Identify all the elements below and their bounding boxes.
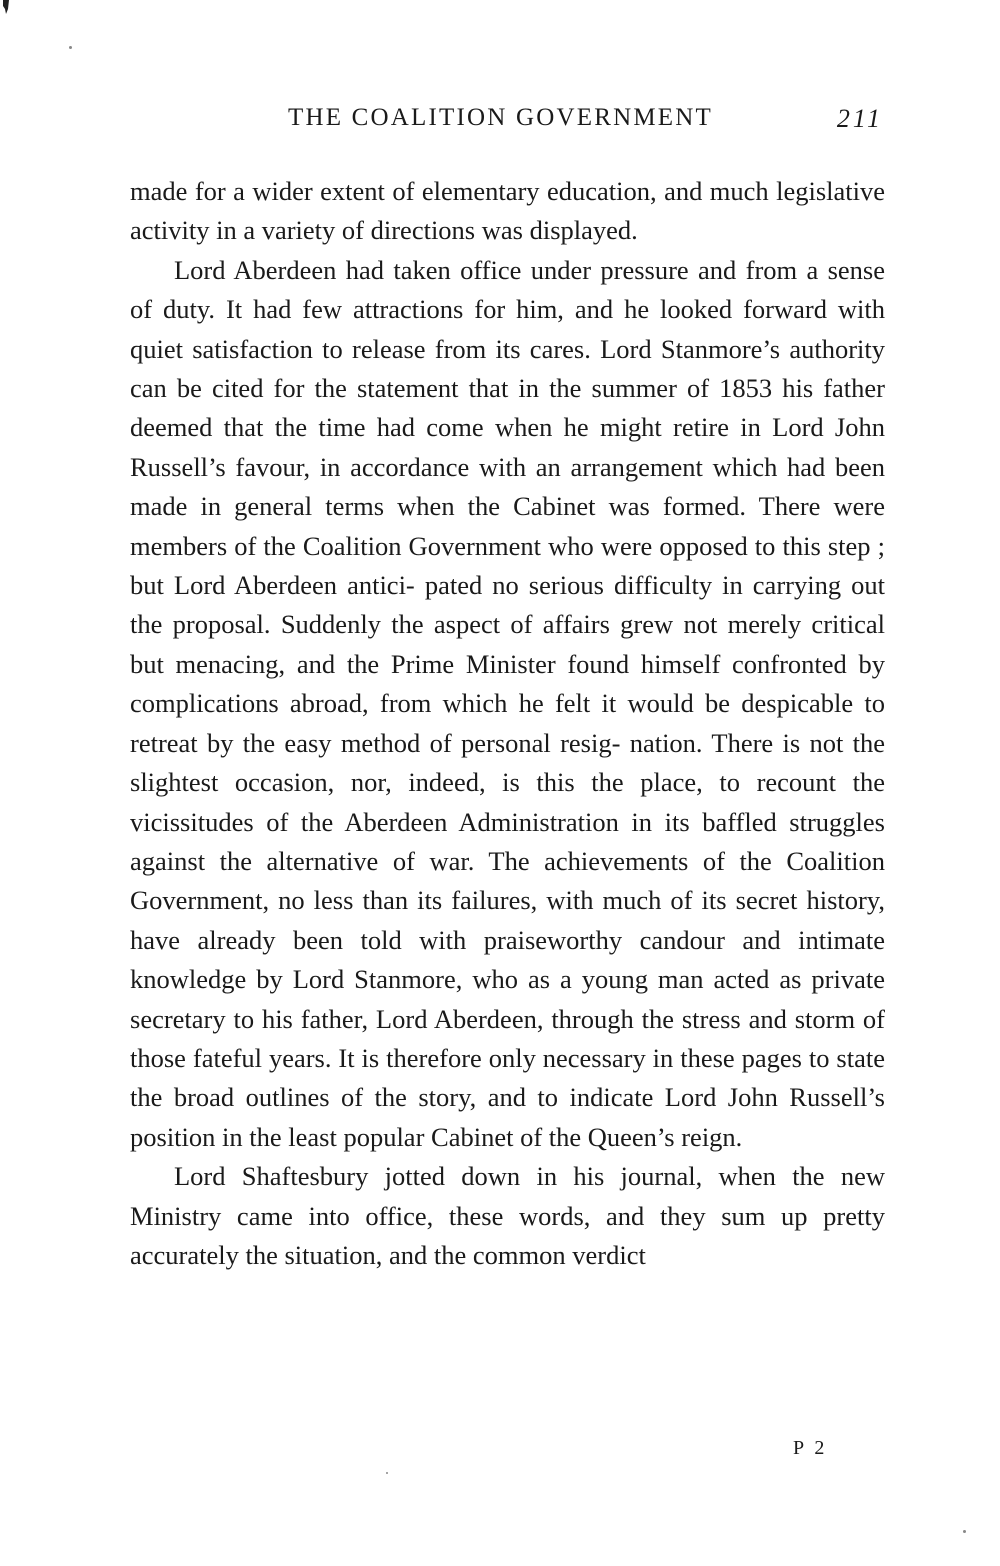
paragraph-continuation: made for a wider extent of elementary education, and much legislative activity in a variety of directions was displayed. bbox=[130, 176, 885, 246]
running-title: THE COALITION GOVERNMENT bbox=[288, 104, 713, 131]
page-number: 211 bbox=[836, 104, 883, 133]
scan-speck bbox=[69, 46, 72, 49]
body-text bbox=[130, 172, 885, 1275]
paragraph-shaftesbury: Lord Shaftesbury jotted down in his journal, when the new Ministry came into office, these words, and they sum up pretty accurately the situation, and the common verdict bbox=[130, 1161, 885, 1270]
scan-speck bbox=[963, 1530, 966, 1533]
signature-mark: P 2 bbox=[793, 1437, 828, 1459]
scan-corner-mark bbox=[2, 0, 10, 22]
scan-speck bbox=[386, 1472, 388, 1474]
paragraph-aberdeen: Lord Aberdeen had taken office under pressure and from a sense of duty. It had few attractions for him, and he looked forward with quiet satisfaction to release from its cares. Lord Stanmore’s authority can be cited for the statement that in the summer of 1853 his father deemed that the time had come when he might retire in Lord John Russell’s favour, in accordance with an arrangement which had been made in general terms when the Cabinet was formed. There were members of the Coalition Government who were opposed to this step ; but Lord Aberdeen antici- pated no serious difficulty in carrying out the proposal. Suddenly the aspect of affairs grew not merely critical but menacing, and the Prime Minister found himself confronted by complications abroad, from which he felt it would be despicable to retreat by the easy method of personal resig- nation. There is not the slightest occasion, nor, indeed, is this the place, to recount the vicissitudes of the Aberdeen Administration in its baffled struggles against the alternative of war. The achievements of the Coalition Government, no less than its failures, with much of its secret history, have already been told with praiseworthy candour and intimate knowledge by Lord Stanmore, who as a young man acted as private secretary to his father, Lord Aberdeen, through the stress and storm of those fateful years. It is therefore only necessary in these pages to state the broad outlines of the story, and to indicate Lord John Russell’s position in the least popular Cabinet of the Queen’s reign. bbox=[130, 254, 885, 1152]
running-head bbox=[130, 104, 885, 138]
